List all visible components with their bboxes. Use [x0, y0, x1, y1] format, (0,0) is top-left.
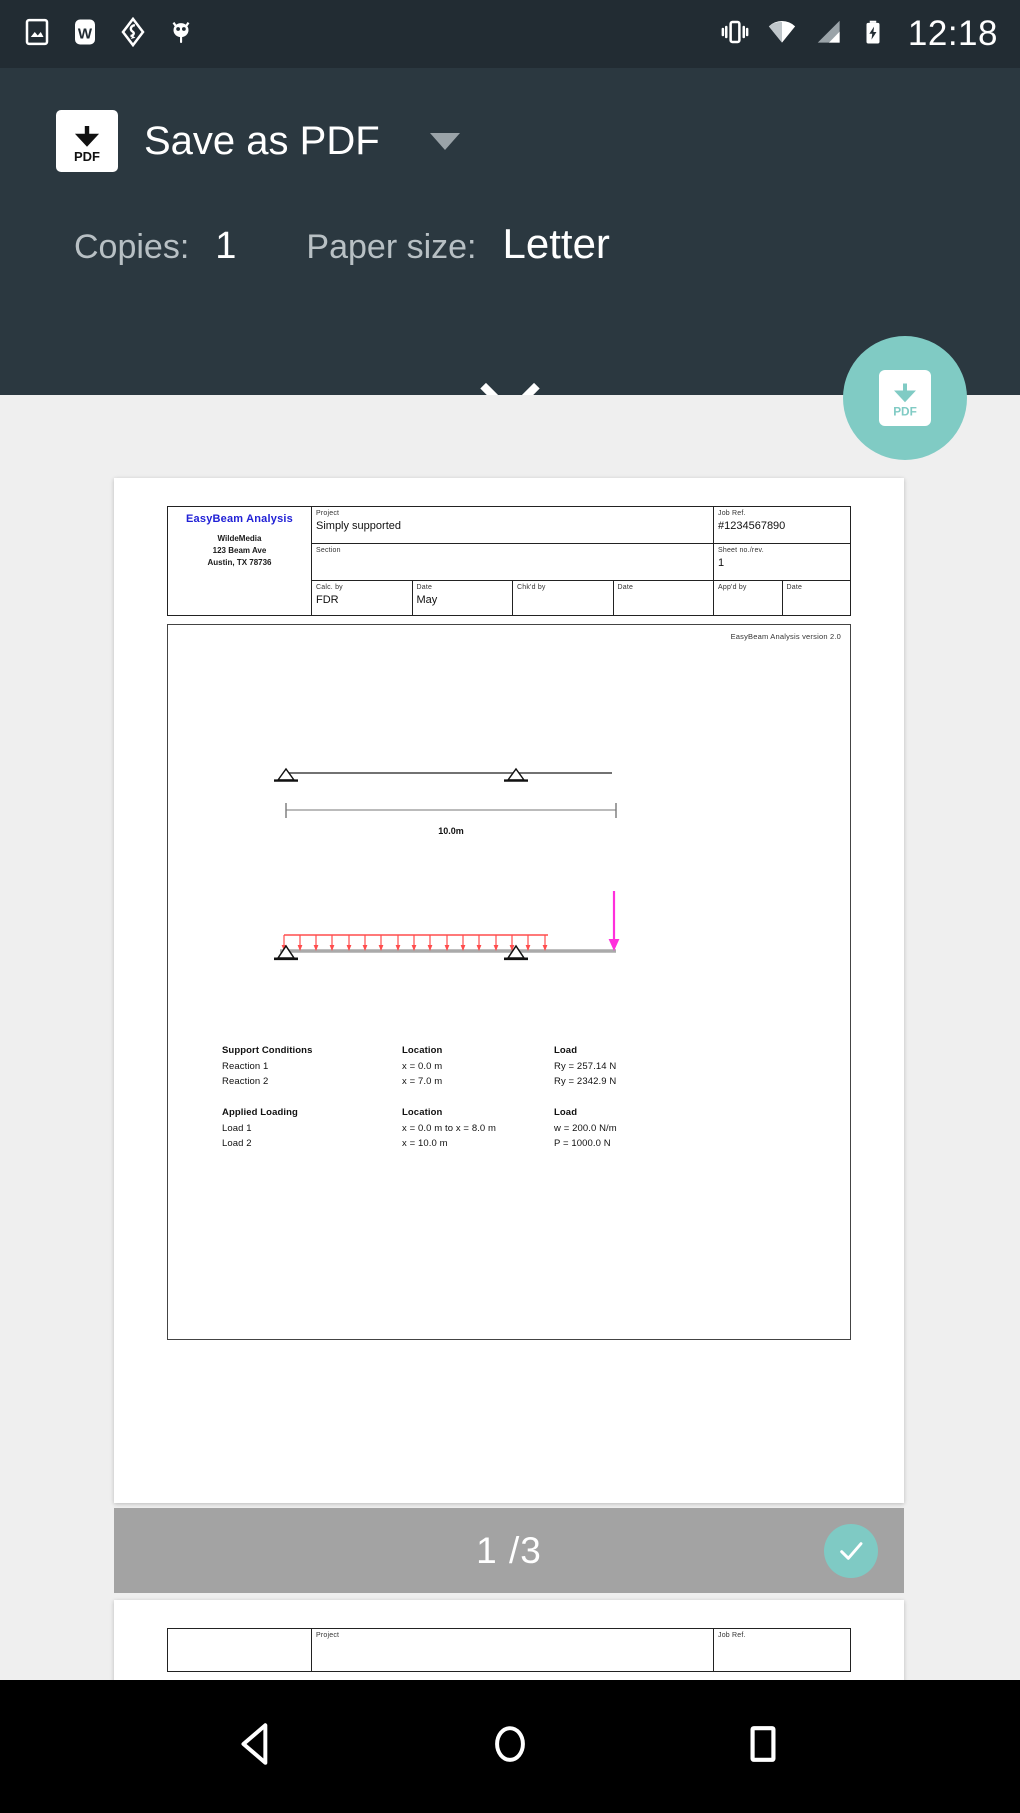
sheet-no-value: 1: [718, 557, 725, 569]
calc-date-value: May: [416, 594, 438, 606]
owl-icon: [166, 17, 196, 52]
location-edit-icon: [118, 17, 148, 52]
company-address-line2: Austin, TX 78736: [207, 558, 272, 567]
brand-cell-page2: [168, 1629, 312, 1672]
svg-text:PDF: PDF: [74, 149, 100, 164]
page-indicator-bar: [114, 1508, 904, 1593]
reaction-1-location: x = 0.0 m: [402, 1061, 443, 1072]
print-options-panel: [0, 68, 1020, 395]
battery-charging-icon: [860, 17, 886, 52]
brand-name: EasyBeam Analysis: [186, 513, 293, 525]
company-address-line1: 123 Beam Ave: [212, 546, 267, 555]
sheet-no-hint: Sheet no./rev.: [718, 547, 764, 554]
beam-drawing-panel: [167, 624, 851, 1340]
load-2-location: x = 10.0 m: [402, 1138, 448, 1149]
printer-selector[interactable]: [56, 110, 460, 172]
vibrate-icon: [720, 17, 750, 52]
preview-page-2[interactable]: [114, 1600, 904, 1680]
print-preview-scroll-area[interactable]: [0, 395, 1020, 1680]
chkd-by-cell: [513, 581, 614, 616]
copies-label: Copies:: [74, 228, 190, 266]
print-options-row: [0, 220, 1020, 268]
preview-page-1[interactable]: [114, 478, 904, 1503]
status-bar-system-icons: [720, 14, 998, 54]
android-navigation-bar: [0, 1680, 1020, 1813]
load-1-location: x = 0.0 m to x = 8.0 m: [402, 1123, 497, 1134]
table-header-row: [222, 1043, 782, 1059]
project-hint-page2: Project: [316, 1632, 340, 1639]
calc-date-cell: [412, 581, 513, 616]
support-load-heading: Load: [554, 1045, 578, 1056]
results-tables: [222, 1043, 782, 1151]
table-header-row: [222, 1105, 782, 1121]
support-conditions-table: [222, 1043, 782, 1151]
point-load-arrow: [609, 891, 620, 951]
document-sheet-page2: [167, 1628, 851, 1672]
appd-date-hint: Date: [786, 584, 803, 591]
support-conditions-heading: Support Conditions: [222, 1045, 313, 1056]
calc-date-hint: Date: [416, 584, 433, 591]
sheet-no-cell: [714, 544, 851, 581]
appd-by-cell: [714, 581, 783, 616]
paper-size-value[interactable]: Letter: [502, 220, 610, 267]
project-cell-page2: [312, 1629, 714, 1672]
paper-size-label: Paper size:: [306, 228, 477, 266]
wifi-icon: [766, 17, 798, 52]
company-name: WildeMedia: [217, 534, 262, 543]
table-row: [222, 1074, 782, 1089]
document-sheet: [167, 506, 851, 1340]
table-row: [222, 1136, 782, 1151]
job-ref-hint-page2: Job Ref.: [718, 1632, 746, 1639]
section-hint: Section: [316, 547, 341, 554]
pdf-download-icon: [879, 370, 931, 426]
section-cell: [312, 544, 714, 581]
back-triangle-icon[interactable]: [232, 1719, 282, 1774]
loading-load-heading: Load: [554, 1107, 578, 1118]
loading-location-heading: Location: [402, 1107, 443, 1118]
job-ref-cell-page2: [714, 1629, 851, 1672]
table-spacer-row: [222, 1089, 782, 1105]
table-row: [222, 1121, 782, 1136]
status-bar-clock: 12:18: [907, 14, 998, 53]
word-document-icon: [70, 17, 100, 52]
chkd-date-cell: [613, 581, 714, 616]
support-symbol: [274, 769, 298, 781]
svg-text:PDF: PDF: [893, 404, 917, 419]
software-version-label: EasyBeam Analysis version 2.0: [730, 632, 841, 641]
load-2-load: P = 1000.0 N: [554, 1138, 611, 1149]
reaction-2-load: Ry = 2342.9 N: [554, 1076, 617, 1087]
table-row: [222, 1059, 782, 1074]
project-value: Simply supported: [316, 520, 401, 532]
reaction-1-load: Ry = 257.14 N: [554, 1061, 617, 1072]
signal-icon: [814, 17, 844, 52]
reaction-1-name: Reaction 1: [222, 1061, 269, 1072]
job-ref-value: #1234567890: [718, 520, 786, 532]
reaction-2-name: Reaction 2: [222, 1076, 269, 1087]
load-1-load: w = 200.0 N/m: [554, 1123, 617, 1134]
support-symbol: [504, 769, 528, 781]
title-block-table: [167, 506, 851, 616]
applied-loading-heading: Applied Loading: [222, 1107, 298, 1118]
chkd-date-hint: Date: [617, 584, 634, 591]
printer-name-label: Save as PDF: [144, 118, 380, 163]
table-row: [168, 1629, 851, 1672]
job-ref-cell: [714, 507, 851, 544]
pdf-download-icon: [56, 110, 118, 172]
project-cell: [312, 507, 714, 544]
dimension-label: 10.0m: [438, 826, 464, 836]
home-circle-icon[interactable]: [485, 1719, 535, 1774]
reaction-2-location: x = 7.0 m: [402, 1076, 443, 1087]
chkd-by-hint: Chk'd by: [517, 584, 546, 591]
table-row: [168, 507, 851, 544]
svg-text:W: W: [77, 24, 93, 42]
calc-by-cell: [312, 581, 413, 616]
page-number-label: 1 /3: [476, 1529, 542, 1571]
appd-by-hint: App'd by: [718, 584, 747, 591]
calc-by-value: FDR: [316, 594, 339, 606]
caret-down-icon[interactable]: [430, 133, 460, 150]
calc-by-hint: Calc. by: [316, 584, 343, 591]
image-icon: [22, 17, 52, 52]
paper-size-group[interactable]: [306, 220, 610, 268]
copies-input[interactable]: 1: [215, 225, 237, 267]
job-ref-hint: Job Ref.: [718, 510, 746, 517]
load-2-name: Load 2: [222, 1138, 252, 1149]
load-1-name: Load 1: [222, 1123, 252, 1134]
appd-date-cell: [782, 581, 851, 616]
project-hint: Project: [316, 510, 340, 517]
check-circle-icon[interactable]: [824, 1524, 878, 1578]
print-to-pdf-fab[interactable]: [843, 336, 967, 460]
status-bar: [0, 0, 1020, 68]
recents-square-icon[interactable]: [738, 1719, 788, 1774]
title-block-table-page2: [167, 1628, 851, 1672]
support-location-heading: Location: [402, 1045, 443, 1056]
brand-cell: [168, 507, 312, 616]
beam-diagram: [168, 625, 850, 1339]
status-bar-notification-icons: [22, 17, 196, 52]
